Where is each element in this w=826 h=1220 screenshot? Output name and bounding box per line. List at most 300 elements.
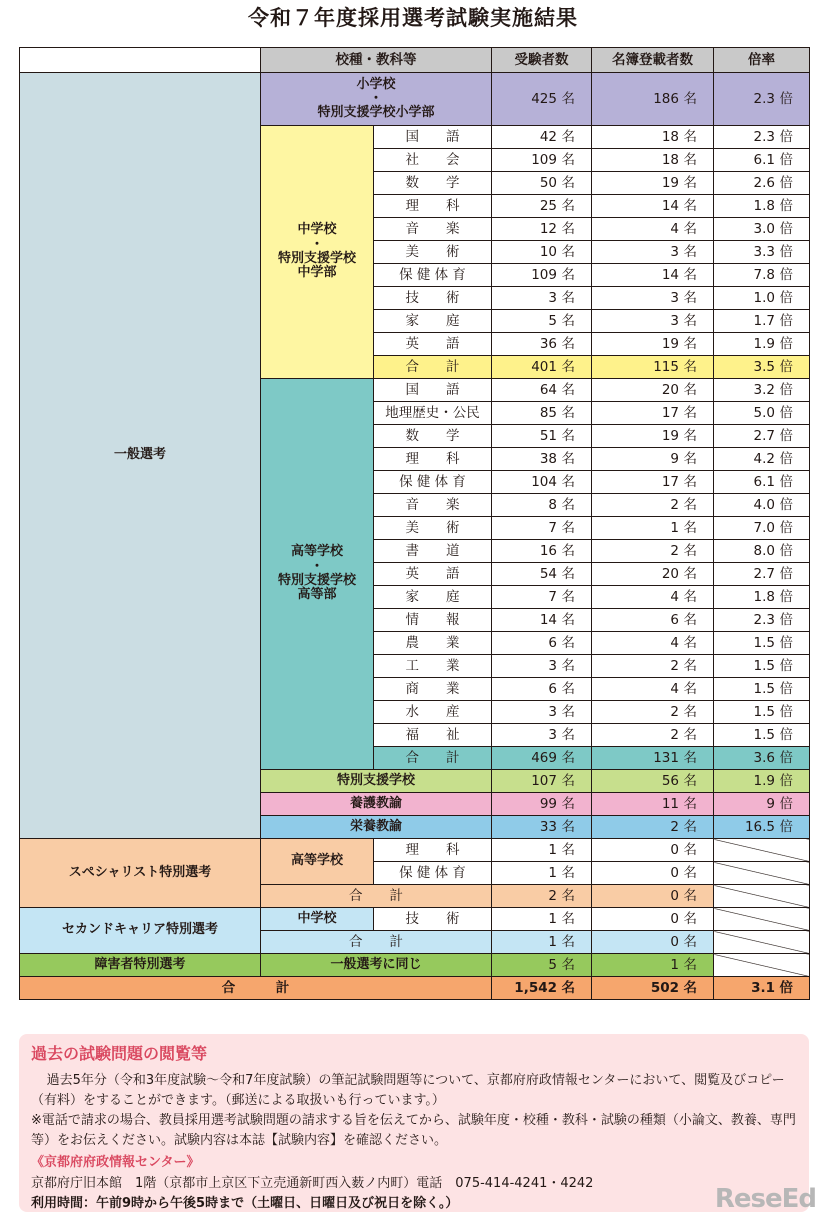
applicants-cell [492, 701, 592, 724]
cell-value: 1.5 [753, 657, 775, 674]
cell-value: 131 [653, 749, 679, 766]
cell-unit: 名 [683, 496, 697, 513]
cell-value: 19 [661, 174, 679, 191]
registered-cell [592, 195, 714, 218]
group-junior: 中学校 ・ 特別支援学校 中学部 [261, 126, 374, 379]
cell-unit: 名 [683, 611, 697, 628]
cell-value: 1.7 [753, 312, 775, 329]
subject-cell: 理 科 [374, 839, 492, 862]
specialist-row [20, 839, 810, 862]
resemom-logo: ReseEd [714, 1184, 816, 1214]
cell-unit: 名 [561, 174, 575, 191]
subject-cell: 音 楽 [374, 494, 492, 517]
ratio-cell [714, 287, 810, 310]
registered-cell [592, 333, 714, 356]
cell-unit: 名 [683, 450, 697, 467]
subject-cell: 商 業 [374, 678, 492, 701]
cell-unit: 名 [683, 473, 697, 490]
cell-unit: 倍 [779, 289, 793, 306]
registered-cell [592, 379, 714, 402]
ratio-cell [714, 241, 810, 264]
registered-cell [592, 402, 714, 425]
subject-cell: 国 語 [374, 126, 492, 149]
group-general: 一般選考 [20, 73, 261, 839]
subject-cell: 保 健 体 育 [374, 471, 492, 494]
registered-cell [592, 655, 714, 678]
registered-cell [592, 448, 714, 471]
cell-unit: 名 [683, 289, 697, 306]
cell-unit: 名 [561, 90, 575, 107]
cell-unit: 名 [561, 335, 575, 352]
cell-value: 16.5 [744, 818, 775, 835]
cell-unit: 名 [683, 427, 697, 444]
cell-unit: 名 [683, 220, 697, 237]
ratio-cell [714, 701, 810, 724]
cell-unit: 倍 [779, 197, 793, 214]
cell-unit: 倍 [779, 381, 793, 398]
applicants-cell [492, 678, 592, 701]
cell-value: 6.1 [753, 473, 775, 490]
header-category: 校種・教科等 [261, 48, 492, 73]
applicants-cell [492, 425, 592, 448]
cell-unit: 名 [683, 128, 697, 145]
ratio-cell [714, 379, 810, 402]
cell-value: 54 [539, 565, 557, 582]
registered-cell [592, 954, 714, 977]
cell-unit: 名 [561, 381, 575, 398]
cell-unit: 倍 [779, 634, 793, 651]
ratio-cell [714, 172, 810, 195]
cell-value: 109 [531, 151, 557, 168]
ratio-cell [714, 471, 810, 494]
cell-unit: 名 [561, 312, 575, 329]
cell-value: 7 [548, 519, 557, 536]
applicants-cell [492, 149, 592, 172]
cell-unit: 名 [683, 933, 697, 950]
registered-cell [592, 908, 714, 931]
ratio-cell-empty [714, 839, 810, 862]
subject-cell: 音 楽 [374, 218, 492, 241]
cell-value: 115 [653, 358, 679, 375]
ratio-cell [714, 724, 810, 747]
cell-unit: 名 [561, 542, 575, 559]
applicants-cell [492, 494, 592, 517]
cell-unit: 名 [683, 726, 697, 743]
subject-cell: 美 術 [374, 241, 492, 264]
applicants-cell [492, 333, 592, 356]
cell-value: 2.3 [753, 128, 775, 145]
cell-unit: 名 [561, 404, 575, 421]
cell-value: 1 [670, 956, 679, 973]
ratio-cell [714, 494, 810, 517]
cell-unit: 倍 [779, 703, 793, 720]
grand-total-label: 合 計 [20, 977, 492, 1000]
subject-cell: 家 庭 [374, 310, 492, 333]
cell-value: 2.3 [753, 611, 775, 628]
applicants-cell [492, 586, 592, 609]
cell-value: 3.6 [753, 749, 775, 766]
cell-value: 18 [661, 151, 679, 168]
registered-cell [592, 172, 714, 195]
applicants-cell [492, 448, 592, 471]
cell-value: 16 [539, 542, 557, 559]
group-special-school: 特別支援学校 [261, 770, 492, 793]
cell-value: 1 [548, 841, 557, 858]
cell-value: 0 [670, 864, 679, 881]
cell-unit: 名 [561, 220, 575, 237]
applicants-cell [492, 862, 592, 885]
registered-cell [592, 862, 714, 885]
ratio-cell [714, 540, 810, 563]
cell-value: 4 [670, 220, 679, 237]
applicants-cell [492, 241, 592, 264]
cell-value: 3.2 [753, 381, 775, 398]
cell-value: 107 [531, 772, 557, 789]
subject-cell: 数 学 [374, 172, 492, 195]
cell-value: 17 [661, 473, 679, 490]
cell-value: 36 [539, 335, 557, 352]
cell-unit: 名 [561, 680, 575, 697]
registered-cell [592, 494, 714, 517]
cell-unit: 名 [683, 772, 697, 789]
subject-cell: 理 科 [374, 195, 492, 218]
cell-value: 3 [548, 657, 557, 674]
cell-value: 1.0 [753, 289, 775, 306]
registered-cell [592, 724, 714, 747]
cell-value: 1.5 [753, 680, 775, 697]
cell-value: 401 [531, 358, 557, 375]
applicants-cell [492, 931, 592, 954]
cell-unit: 名 [561, 588, 575, 605]
cell-unit: 名 [683, 519, 697, 536]
cell-unit: 倍 [779, 519, 793, 536]
cell-unit: 名 [683, 174, 697, 191]
cell-unit: 名 [561, 128, 575, 145]
cell-value: 1 [548, 910, 557, 927]
cell-unit: 倍 [779, 749, 793, 766]
cell-value: 17 [661, 404, 679, 421]
registered-cell [592, 218, 714, 241]
cell-value: 64 [539, 381, 557, 398]
notice-hours: 利用時間：午前9時から午後5時まで（土曜日、日曜日及び祝日を除く。） [31, 1195, 459, 1211]
cell-unit: 倍 [779, 588, 793, 605]
cell-value: 0 [670, 887, 679, 904]
disabled-note: 一般選考に同じ [261, 954, 492, 977]
cell-unit: 名 [561, 795, 575, 812]
subject-cell: 書 道 [374, 540, 492, 563]
ratio-cell [714, 448, 810, 471]
applicants-cell [492, 264, 592, 287]
cell-value: 1.5 [753, 726, 775, 743]
cell-value: 1.5 [753, 634, 775, 651]
registered-cell [592, 885, 714, 908]
cell-value: 51 [539, 427, 557, 444]
applicants-cell [492, 839, 592, 862]
cell-unit: 名 [561, 979, 575, 996]
cell-unit: 名 [561, 887, 575, 904]
subject-cell: 保 健 体 育 [374, 264, 492, 287]
registered-cell [592, 425, 714, 448]
registered-cell [592, 586, 714, 609]
applicants-cell [492, 655, 592, 678]
registered-cell [592, 287, 714, 310]
ratio-cell-empty [714, 862, 810, 885]
cell-value: 12 [539, 220, 557, 237]
cell-value: 2.3 [753, 90, 775, 107]
cell-unit: 名 [683, 841, 697, 858]
high-total-label: 合 計 [374, 747, 492, 770]
applicants-cell [492, 402, 592, 425]
applicants-cell [492, 816, 592, 839]
cell-value: 2 [548, 887, 557, 904]
cell-value: 502 [650, 979, 679, 996]
cell-value: 9 [766, 795, 775, 812]
cell-unit: 倍 [779, 427, 793, 444]
cell-unit: 名 [683, 703, 697, 720]
cell-value: 14 [661, 266, 679, 283]
applicants-cell [492, 379, 592, 402]
cell-value: 3 [670, 312, 679, 329]
cell-unit: 名 [561, 611, 575, 628]
cell-unit: 名 [561, 450, 575, 467]
header-ratio: 倍率 [714, 48, 810, 73]
cell-value: 104 [531, 473, 557, 490]
ratio-cell-empty [714, 908, 810, 931]
registered-cell [592, 241, 714, 264]
cell-unit: 名 [683, 358, 697, 375]
cell-unit: 名 [683, 979, 697, 996]
applicants-cell [492, 770, 592, 793]
ratio-cell [714, 149, 810, 172]
ratio-cell [714, 126, 810, 149]
cell-value: 25 [539, 197, 557, 214]
registered-cell [592, 540, 714, 563]
cell-value: 2 [670, 657, 679, 674]
registered-cell [592, 632, 714, 655]
cell-value: 7 [548, 588, 557, 605]
subject-cell: 水 産 [374, 701, 492, 724]
cell-unit: 倍 [779, 542, 793, 559]
registered-cell [592, 816, 714, 839]
ratio-cell [714, 655, 810, 678]
ratio-cell [714, 816, 810, 839]
applicants-cell [492, 471, 592, 494]
cell-unit: 倍 [779, 220, 793, 237]
cell-unit: 名 [561, 772, 575, 789]
past-exam-notice [19, 1034, 809, 1212]
cell-unit: 名 [683, 335, 697, 352]
cell-unit: 倍 [779, 818, 793, 835]
registered-cell [592, 73, 714, 126]
cell-value: 14 [539, 611, 557, 628]
cell-value: 11 [661, 795, 679, 812]
registered-cell [592, 471, 714, 494]
cell-unit: 名 [561, 289, 575, 306]
registered-cell [592, 747, 714, 770]
cell-value: 3.1 [751, 979, 775, 996]
cell-unit: 名 [561, 496, 575, 513]
subject-cell: 国 語 [374, 379, 492, 402]
cell-unit: 倍 [779, 795, 793, 812]
cell-unit: 名 [683, 542, 697, 559]
cell-unit: 名 [683, 588, 697, 605]
header-applicants: 受験者数 [492, 48, 592, 73]
cell-value: 4 [670, 680, 679, 697]
notice-asterisk: ※電話で請求の場合、教員採用選考試験問題の請求する旨を伝えてから、試験年度・校種・教科・試験の種類（小論文、教養、専門等）をお伝えください。試験内容は本誌【試験内容】を確認ください。 [31, 1113, 796, 1149]
registered-cell [592, 563, 714, 586]
applicants-cell [492, 310, 592, 333]
cell-unit: 名 [683, 151, 697, 168]
ratio-cell [714, 770, 810, 793]
applicants-cell [492, 356, 592, 379]
cell-value: 4.0 [753, 496, 775, 513]
ratio-cell [714, 356, 810, 379]
cell-unit: 名 [561, 910, 575, 927]
cell-value: 0 [670, 841, 679, 858]
cell-value: 6 [548, 634, 557, 651]
cell-unit: 倍 [779, 174, 793, 191]
applicants-cell [492, 609, 592, 632]
cell-value: 33 [539, 818, 557, 835]
cell-value: 3 [670, 243, 679, 260]
header-blank [20, 48, 261, 73]
group-specialist: スペシャリスト特別選考 [20, 839, 261, 908]
cell-unit: 倍 [779, 657, 793, 674]
cell-unit: 名 [561, 726, 575, 743]
applicants-cell [492, 540, 592, 563]
cell-unit: 名 [683, 243, 697, 260]
cell-value: 14 [661, 197, 679, 214]
ratio-cell [714, 310, 810, 333]
applicants-cell [492, 563, 592, 586]
cell-value: 5 [548, 312, 557, 329]
cell-unit: 名 [561, 749, 575, 766]
registered-cell [592, 517, 714, 540]
ratio-cell-empty [714, 885, 810, 908]
registered-cell [592, 678, 714, 701]
registered-cell [592, 839, 714, 862]
disabled-row [20, 954, 810, 977]
ratio-cell [714, 73, 810, 126]
cell-unit: 名 [561, 266, 575, 283]
applicants-cell [492, 126, 592, 149]
ratio-cell [714, 563, 810, 586]
applicants-cell [492, 218, 592, 241]
cell-value: 6 [670, 611, 679, 628]
cell-unit: 名 [561, 197, 575, 214]
cell-value: 2 [670, 726, 679, 743]
subject-cell: 社 会 [374, 149, 492, 172]
notice-body: 過去5年分（令和3年度試験～令和7年度試験）の筆記試験問題等について、京都府府政情報センターにおいて、閲覧及びコピー（有料）をすることができます。（郵送による取扱いも行っています。） [31, 1072, 785, 1108]
subject-cell: 技 術 [374, 287, 492, 310]
cell-value: 9 [670, 450, 679, 467]
cell-value: 1.9 [753, 335, 775, 352]
cell-value: 2.7 [753, 565, 775, 582]
ratio-cell [714, 425, 810, 448]
registered-cell [592, 931, 714, 954]
cell-value: 6 [548, 680, 557, 697]
cell-value: 3 [548, 703, 557, 720]
cell-value: 2.7 [753, 427, 775, 444]
cell-unit: 倍 [779, 312, 793, 329]
cell-unit: 名 [561, 427, 575, 444]
cell-unit: 名 [561, 519, 575, 536]
ratio-cell-empty [714, 954, 810, 977]
subject-cell: 農 業 [374, 632, 492, 655]
applicants-cell [492, 172, 592, 195]
applicants-cell [492, 73, 592, 126]
subject-cell: 英 語 [374, 333, 492, 356]
cell-value: 1 [548, 933, 557, 950]
ratio-cell [714, 678, 810, 701]
cell-value: 19 [661, 427, 679, 444]
cell-value: 4 [670, 634, 679, 651]
subject-cell: 工 業 [374, 655, 492, 678]
applicants-cell [492, 632, 592, 655]
cell-unit: 名 [561, 565, 575, 582]
registered-cell [592, 149, 714, 172]
cell-unit: 名 [683, 818, 697, 835]
cell-unit: 倍 [779, 680, 793, 697]
cell-unit: 名 [683, 266, 697, 283]
elementary-row [20, 73, 810, 126]
cell-value: 85 [539, 404, 557, 421]
applicants-cell [492, 977, 592, 1000]
grand-total-row [20, 977, 810, 1000]
subject-cell: 家 庭 [374, 586, 492, 609]
cell-value: 109 [531, 266, 557, 283]
page-title: 令和７年度採用選考試験実施結果 [248, 6, 578, 30]
registered-cell [592, 310, 714, 333]
cell-value: 1.5 [753, 703, 775, 720]
cell-unit: 倍 [779, 726, 793, 743]
cell-value: 19 [661, 335, 679, 352]
cell-unit: 倍 [779, 496, 793, 513]
applicants-cell [492, 287, 592, 310]
cell-unit: 名 [683, 565, 697, 582]
cell-unit: 名 [561, 841, 575, 858]
cell-value: 1,542 [514, 979, 557, 996]
subject-cell: 技 術 [374, 908, 492, 931]
cell-value: 1.9 [753, 772, 775, 789]
registered-cell [592, 126, 714, 149]
cell-value: 1.8 [753, 197, 775, 214]
registered-cell [592, 356, 714, 379]
applicants-cell [492, 908, 592, 931]
applicants-cell [492, 724, 592, 747]
cell-value: 2 [670, 818, 679, 835]
cell-unit: 倍 [779, 450, 793, 467]
cell-unit: 名 [683, 404, 697, 421]
cell-value: 5 [548, 956, 557, 973]
cell-unit: 名 [561, 358, 575, 375]
ratio-cell [714, 977, 810, 1000]
cell-value: 8.0 [753, 542, 775, 559]
cell-value: 1 [670, 519, 679, 536]
cell-value: 6.1 [753, 151, 775, 168]
group-second-career: セカンドキャリア特別選考 [20, 908, 261, 954]
subject-cell: 理 科 [374, 448, 492, 471]
group-disabled: 障害者特別選考 [20, 954, 261, 977]
registered-cell [592, 264, 714, 287]
cell-value: 38 [539, 450, 557, 467]
cell-value: 5.0 [753, 404, 775, 421]
cell-value: 3.0 [753, 220, 775, 237]
cell-unit: 名 [561, 818, 575, 835]
ratio-cell [714, 609, 810, 632]
cell-unit: 倍 [779, 358, 793, 375]
junior-total-label: 合 計 [374, 356, 492, 379]
